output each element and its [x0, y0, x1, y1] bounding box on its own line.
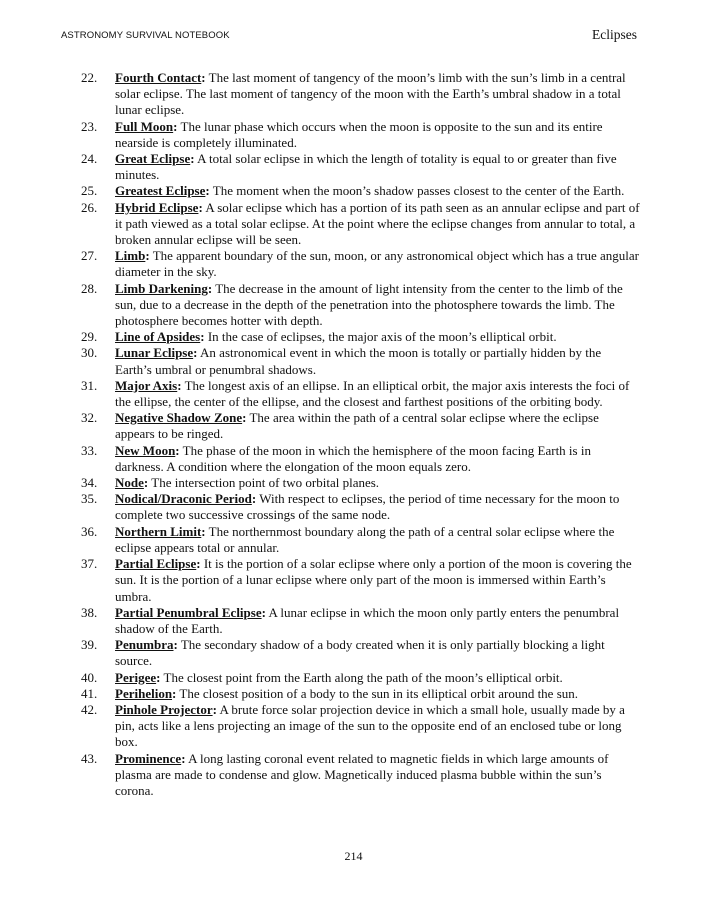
entry-colon: :: [173, 637, 178, 653]
glossary-entry: [81, 151, 641, 183]
entry-term: Node: [115, 475, 144, 491]
entry-body: [115, 637, 641, 669]
entry-number: 27.: [81, 248, 98, 264]
entry-colon: :: [207, 280, 213, 296]
entry-number: 41.: [81, 685, 98, 701]
entry-definition: An astronomical event in which the moon is totally or partially hidden by the Earth’s umbral or penumbral shadows.: [115, 345, 602, 377]
entry-body: [115, 475, 641, 491]
entry-definition: A total solar eclipse in which the length of totality is equal to or greater than five minutes.: [115, 151, 617, 183]
entry-term: Limb: [115, 248, 146, 264]
glossary-entry: [81, 200, 641, 249]
entry-number: 42.: [81, 701, 98, 717]
entry-term: Great Eclipse: [115, 151, 191, 167]
entry-definition: A long lasting coronal event related to magnetic fields in which large amounts of plasma are made to condense and glow. Magnetically induced plasma bubble within the sun’s corona.: [115, 750, 609, 798]
entry-definition: The closest point from the Earth along the path of the moon’s elliptical orbit.: [163, 669, 563, 685]
entry-number: 30.: [81, 345, 98, 361]
entry-term: Perihelion: [115, 685, 173, 701]
entry-definition: In the case of eclipses, the major axis of the moon’s elliptical orbit.: [207, 329, 557, 345]
glossary-entry: [81, 329, 641, 345]
entry-definition: The last moment of tangency of the moon’s limb with the sun’s limb in a central solar eclipse. The last moment of tangency of the moon with the Earth’s umbral shadow in a total lunar eclipse.: [115, 70, 626, 118]
entry-colon: :: [181, 750, 186, 766]
entry-number: 34.: [81, 475, 98, 491]
entry-number: 23.: [81, 118, 98, 134]
entry-number: 28.: [81, 280, 98, 296]
entry-colon: :: [173, 118, 178, 134]
entry-term: Nodical/Draconic Period: [115, 491, 252, 507]
entry-colon: :: [201, 70, 206, 85]
entry-colon: :: [172, 685, 177, 701]
entry-colon: :: [212, 701, 217, 717]
entry-body: [115, 605, 641, 637]
entry-term: Greatest Eclipse: [115, 183, 206, 199]
entry-definition: With respect to eclipses, the period of time necessary for the moon to complete two successive crossings of the same node.: [115, 491, 620, 523]
glossary-entry: [81, 524, 641, 556]
entry-number: 26.: [81, 199, 98, 215]
entry-term: Pinhole Projector: [115, 701, 213, 717]
glossary-entry: [81, 410, 641, 442]
entry-body: [115, 702, 641, 751]
entry-body: [115, 70, 641, 119]
entry-definition: The moment when the moon’s shadow passes closest to the center of the Earth.: [212, 183, 625, 199]
entry-colon: :: [156, 669, 161, 685]
running-header-title: ASTRONOMY SURVIVAL NOTEBOOK: [61, 30, 230, 41]
glossary-entry: [81, 70, 641, 119]
entry-definition: The lunar phase which occurs when the moon is opposite to the sun and its entire nearside is completely illuminated.: [115, 118, 603, 150]
entry-term: Line of Apsides: [115, 329, 201, 345]
entry-term: Perigee: [115, 669, 157, 685]
glossary-entry: [81, 686, 641, 702]
entry-number: 37.: [81, 556, 98, 572]
entry-number: 36.: [81, 523, 98, 539]
entry-definition: A solar eclipse which has a portion of its path seen as an annular eclipse and part of it path viewed as a total solar eclipse. At the point where the eclipse changes from annular to total, a broken annular eclipse will be seen.: [115, 199, 640, 248]
entry-term: New Moon: [115, 442, 176, 458]
glossary-entry: [81, 378, 641, 410]
entry-colon: :: [177, 377, 182, 393]
entry-colon: :: [200, 329, 205, 345]
glossary-entry: [81, 637, 641, 669]
entry-term: Limb Darkening: [115, 280, 208, 296]
entry-definition: The secondary shadow of a body created when it is only partially blocking a light source.: [115, 637, 605, 669]
entry-term: Negative Shadow Zone: [115, 410, 243, 426]
entry-colon: :: [175, 442, 180, 458]
entry-definition: The area within the path of a central solar eclipse where the eclipse appears to be ringed.: [115, 410, 599, 442]
entry-term: Hybrid Eclipse: [115, 199, 199, 215]
glossary-entry: [81, 475, 641, 491]
entry-definition: A lunar eclipse in which the moon only partly enters the penumbral shadow of the Earth.: [115, 604, 620, 636]
entry-colon: :: [201, 523, 206, 539]
entry-definition: The phase of the moon in which the hemisphere of the moon facing Earth is in darkness. A condition where the elongation of the moon equals zero.: [115, 442, 591, 474]
entry-body: [115, 670, 641, 686]
entry-colon: :: [145, 248, 150, 264]
entry-colon: :: [251, 491, 257, 507]
entry-number: 29.: [81, 329, 98, 345]
entry-number: 32.: [81, 410, 98, 426]
running-header-section: Eclipses: [592, 27, 637, 42]
entry-definition: A brute force solar projection device in which a small hole, usually made by a pin, acts like a lens projecting an image of the sun to the opposite end of an enclosed tube or long box.: [115, 701, 625, 750]
entry-term: Partial Penumbral Eclipse: [115, 604, 262, 620]
entry-term: Penumbra: [115, 637, 174, 653]
glossary-entry: [81, 556, 641, 605]
entry-number: 24.: [81, 151, 98, 167]
entry-term: Northern Limit: [115, 523, 202, 539]
entry-body: [115, 119, 641, 151]
entry-number: 43.: [81, 750, 98, 766]
entry-body: [115, 281, 641, 330]
page-number: 214: [344, 849, 363, 863]
entry-colon: :: [205, 183, 210, 199]
entry-body: [115, 410, 641, 442]
entry-definition: It is the portion of a solar eclipse where only a portion of the moon is covering the sun. It is the portion of a lunar eclipse where only part of the moon is immersed within Earth’s umbra.: [115, 556, 632, 604]
glossary-entry: [81, 345, 641, 377]
entry-number: 35.: [81, 491, 98, 507]
entry-body: [115, 248, 641, 280]
entry-colon: :: [193, 345, 198, 361]
entry-definition: The closest position of a body to the sun in its elliptical orbit around the sun.: [179, 685, 579, 701]
entry-term: Full Moon: [115, 118, 174, 134]
entry-term: Lunar Eclipse: [115, 345, 194, 361]
glossary-list: [81, 70, 641, 799]
entry-definition: The northernmost boundary along the path of a central solar eclipse where the eclipse appears total or annular.: [115, 523, 615, 555]
entry-number: 38.: [81, 604, 98, 620]
entry-body: [115, 151, 641, 183]
entry-definition: The decrease in the amount of light intensity from the center to the limb of the sun, due to a decrease in the depth of the penetration into the photosphere towards the limb. The photosphere becomes hotter with depth.: [115, 280, 623, 329]
entry-body: [115, 378, 641, 410]
entry-term: Major Axis: [115, 377, 178, 393]
entry-body: [115, 491, 641, 523]
entry-body: [115, 751, 641, 800]
glossary-entry: [81, 281, 641, 330]
entry-colon: :: [196, 556, 201, 572]
glossary-entry: [81, 702, 641, 751]
entry-definition: The longest axis of an ellipse. In an elliptical orbit, the major axis interests the foci of the ellipse, the center of the ellipse, and the closest and farthest positions of the orbiting body.: [115, 377, 630, 410]
glossary-entry: [81, 183, 641, 199]
entry-term: Fourth Contact: [115, 70, 202, 85]
entry-number: 22.: [81, 70, 98, 85]
entry-number: 40.: [81, 669, 98, 685]
entry-body: [115, 556, 641, 605]
entry-colon: :: [190, 151, 195, 167]
entry-term: Partial Eclipse: [115, 556, 197, 572]
entry-colon: :: [242, 410, 247, 426]
entry-body: [115, 329, 641, 345]
entry-definition: The intersection point of two orbital planes.: [151, 475, 380, 491]
entry-body: [115, 524, 641, 556]
entry-colon: :: [198, 199, 203, 215]
entry-body: [115, 686, 641, 702]
entry-colon: :: [143, 475, 149, 491]
entry-number: 39.: [81, 637, 98, 653]
entry-body: [115, 183, 641, 199]
entry-number: 33.: [81, 442, 98, 458]
glossary-entry: [81, 119, 641, 151]
glossary-entry: [81, 670, 641, 686]
entry-definition: The apparent boundary of the sun, moon, or any astronomical object which has a true angular diameter in the sky.: [115, 248, 639, 280]
glossary-entry: [81, 248, 641, 280]
entry-body: [115, 200, 641, 249]
glossary-entry: [81, 751, 641, 800]
entry-colon: :: [261, 604, 266, 620]
glossary-entry: [81, 443, 641, 475]
glossary-entry: [81, 491, 641, 523]
entry-number: 25.: [81, 183, 98, 199]
entry-body: [115, 345, 641, 377]
entry-number: 31.: [81, 377, 98, 393]
glossary-entry: [81, 605, 641, 637]
entry-term: Prominence: [115, 750, 182, 766]
entry-body: [115, 443, 641, 475]
